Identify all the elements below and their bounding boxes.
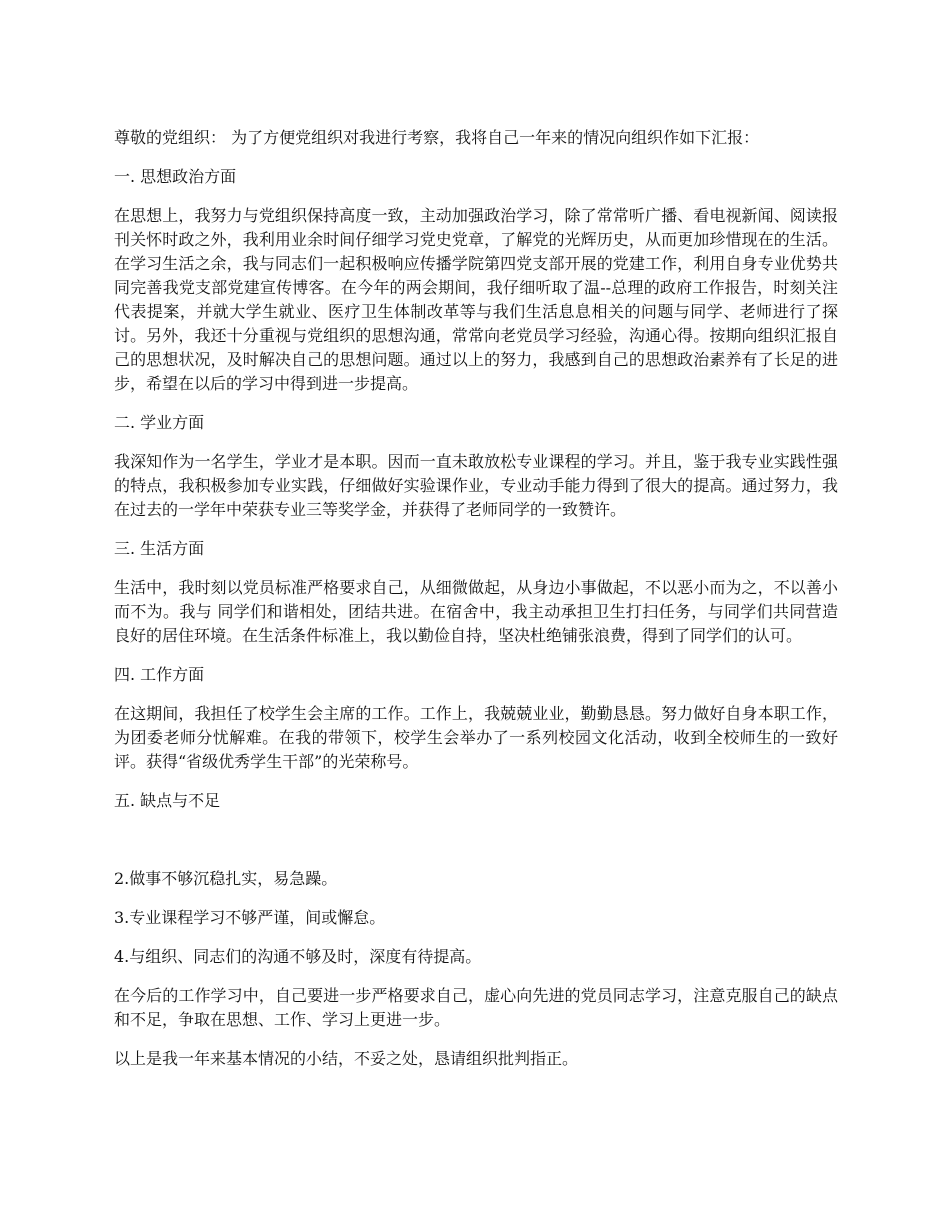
greeting-paragraph: 尊敬的党组织： 为了方便党组织对我进行考察，我将自己一年来的情况向组织作如下汇报： [114,128,760,147]
section-heading-politics: 一. 思想政治方面 [114,167,237,186]
section-body-study: 我深知作为一名学生，学业才是本职。因而一直未敢放松专业课程的学习。并且，鉴于我专业实践性强的特点，我积极参加专业实践，仔细做好实验课作业，专业动手能力得到了很大的提高。通过努力，我在过去的一学年中荣获专业三等奖学金，并获得了老师同学的一致赞许。 [114,452,838,519]
shortcoming-item: 4.与组织、同志们的沟通不够及时，深度有待提高。 [114,947,482,966]
section-body-politics: 在思想上，我努力与党组织保持高度一致，主动加强政治学习，除了常常听广播、看电视新闻、阅读报刊关怀时政之外，我利用业余时间仔细学习党史党章，了解党的光辉历史，从而更加珍惜现在的生活。在学习生活之余，我与同志们一起积极响应传播学院第四党支部开展的党建工作，利用自身专业优势共同完善我党支部党建宣传博客。在今年的两会期间，我仔细听取了温--总理的政府工作报告，时刻关注代表提案，并就大学生就业、医疗卫生体制改革等与我们生活息息相关的问题与同学、老师进行了探讨。另外，我还十分重视与党组织的思想沟通，常常向老党员学习经验，沟通心得。按期向组织汇报自己的思想状况，及时解决自己的思想问题。通过以上的努力，我感到自己的思想政治素养有了长足的进步，希望在以后的学习中得到进一步提高。 [114,206,838,393]
section-heading-life: 三. 生活方面 [114,539,205,558]
blank-line [114,828,838,852]
closing-paragraph: 在今后的工作学习中，自己要进一步严格要求自己，虚心向先进的党员同志学习，注意克服自己的缺点和不足，争取在思想、工作、学习上更进一步。 [114,986,838,1029]
closing-paragraph: 以上是我一年来基本情况的小结，不妥之处，恳请组织批判指正。 [114,1049,579,1068]
section-heading-study: 二. 学业方面 [114,413,205,432]
section-body-work: 在这期间，我担任了校学生会主席的工作。工作上，我兢兢业业，勤勤恳恳。努力做好自身本职工作，为团委老师分忧解难。在我的带领下，校学生会举办了一系列校园文化活动，收到全校师生的一致好评。获得“省级优秀学生干部”的光荣称号。 [114,704,838,771]
shortcoming-item: 3.专业课程学习不够严谨，间或懈怠。 [114,908,386,927]
shortcoming-item: 2.做事不够沉稳扎实，易急躁。 [114,869,338,888]
document-body [114,126,838,1086]
section-body-life: 生活中，我时刻以党员标准严格要求自己，从细微做起，从身边小事做起，不以恶小而为之，不以善小而不为。我与 同学们和谐相处，团结共进。在宿舍中，我主动承担卫生打扫任务，与同学们共同营造良好的居住环境。在生活条件标准上，我以勤俭自持，坚决杜绝铺张浪费，得到了同学们的认可。 [114,578,838,645]
section-heading-work: 四. 工作方面 [114,665,205,684]
section-heading-shortcomings: 五. 缺点与不足 [114,791,221,810]
